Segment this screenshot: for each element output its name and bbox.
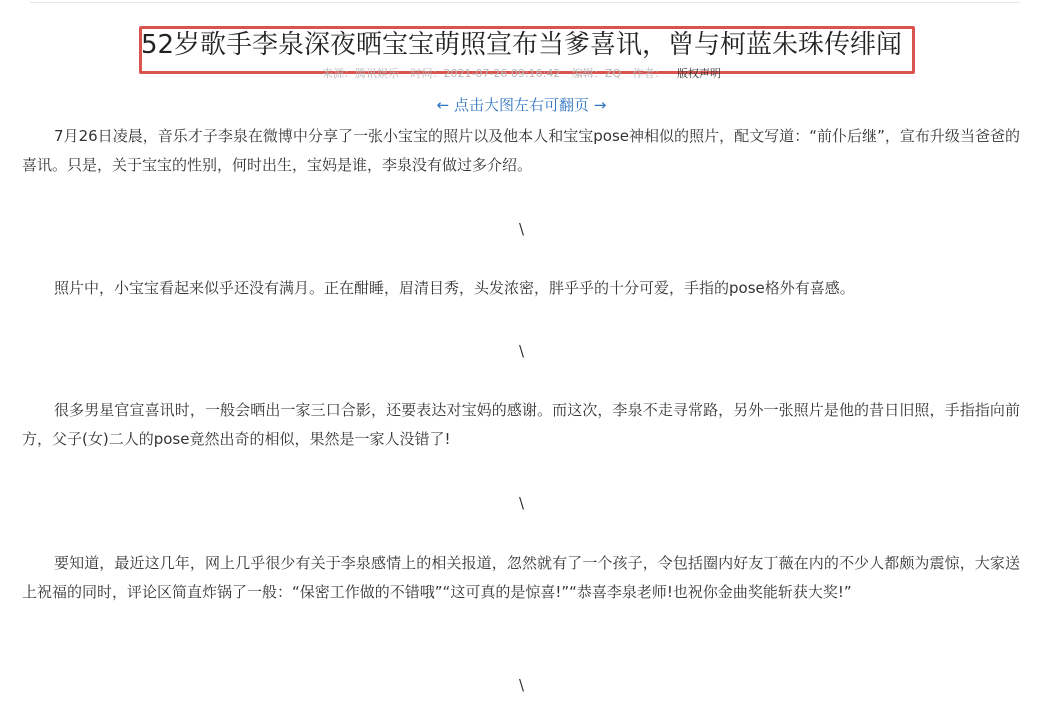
meta-editor: 编辑：ZQ bbox=[571, 67, 622, 80]
article-paragraph-4: 要知道，最近这几年，网上几乎很少有关于李泉感情上的相关报道，忽然就有了一个孩子，令包括圈内好友丁薇在内的不少人都颇为震惊，大家送上祝福的同时，评论区简直炸锅了一般：“保密工作做的不错哦”“这可真的是惊喜!”“恭喜李泉老师!也祝你金曲奖能斩获大奖!” bbox=[22, 554, 1020, 601]
copyright-link[interactable]: 版权声明 bbox=[677, 67, 722, 80]
meta-time: 时间：2021-07-26 09:16:42 bbox=[410, 67, 561, 80]
article-meta bbox=[0, 66, 1043, 82]
article-title: 52岁歌手李泉深夜晒宝宝萌照宣布当爹喜讯，曾与柯蓝朱珠传绯闻 bbox=[140, 30, 903, 60]
top-divider bbox=[30, 2, 1020, 3]
meta-author: 作者： bbox=[632, 67, 666, 80]
article-paragraph-2: 照片中，小宝宝看起来似乎还没有满月。正在酣睡，眉清目秀，头发浓密，胖乎乎的十分可爱，手指的pose格外有喜感。 bbox=[54, 279, 855, 297]
image-placeholder-separator: \ bbox=[518, 494, 525, 512]
image-placeholder-separator: \ bbox=[518, 220, 525, 238]
image-placeholder-separator: \ bbox=[518, 676, 525, 694]
article-paragraph-3: 很多男星官宣喜讯时，一般会晒出一家三口合影，还要表达对宝妈的感谢。而这次，李泉不走寻常路，另外一张照片是他的昔日旧照，手指指向前方，父子(女)二人的pose竟然出奇的相似，果然是一家人没错了! bbox=[22, 401, 1020, 448]
flip-page-hint-link[interactable]: ← 点击大图左右可翻页 → bbox=[436, 96, 607, 114]
article-paragraph-1: 7月26日凌晨，音乐才子李泉在微博中分享了一张小宝宝的照片以及他本人和宝宝pose神相似的照片，配文写道：“前仆后继”，宣布升级当爸爸的喜讯。只是，关于宝宝的性别，何时出生，宝妈是谁，李泉没有做过多介绍。 bbox=[22, 127, 1020, 174]
image-placeholder-separator: \ bbox=[518, 342, 525, 360]
meta-source: 来源：腾讯娱乐 bbox=[321, 67, 399, 80]
